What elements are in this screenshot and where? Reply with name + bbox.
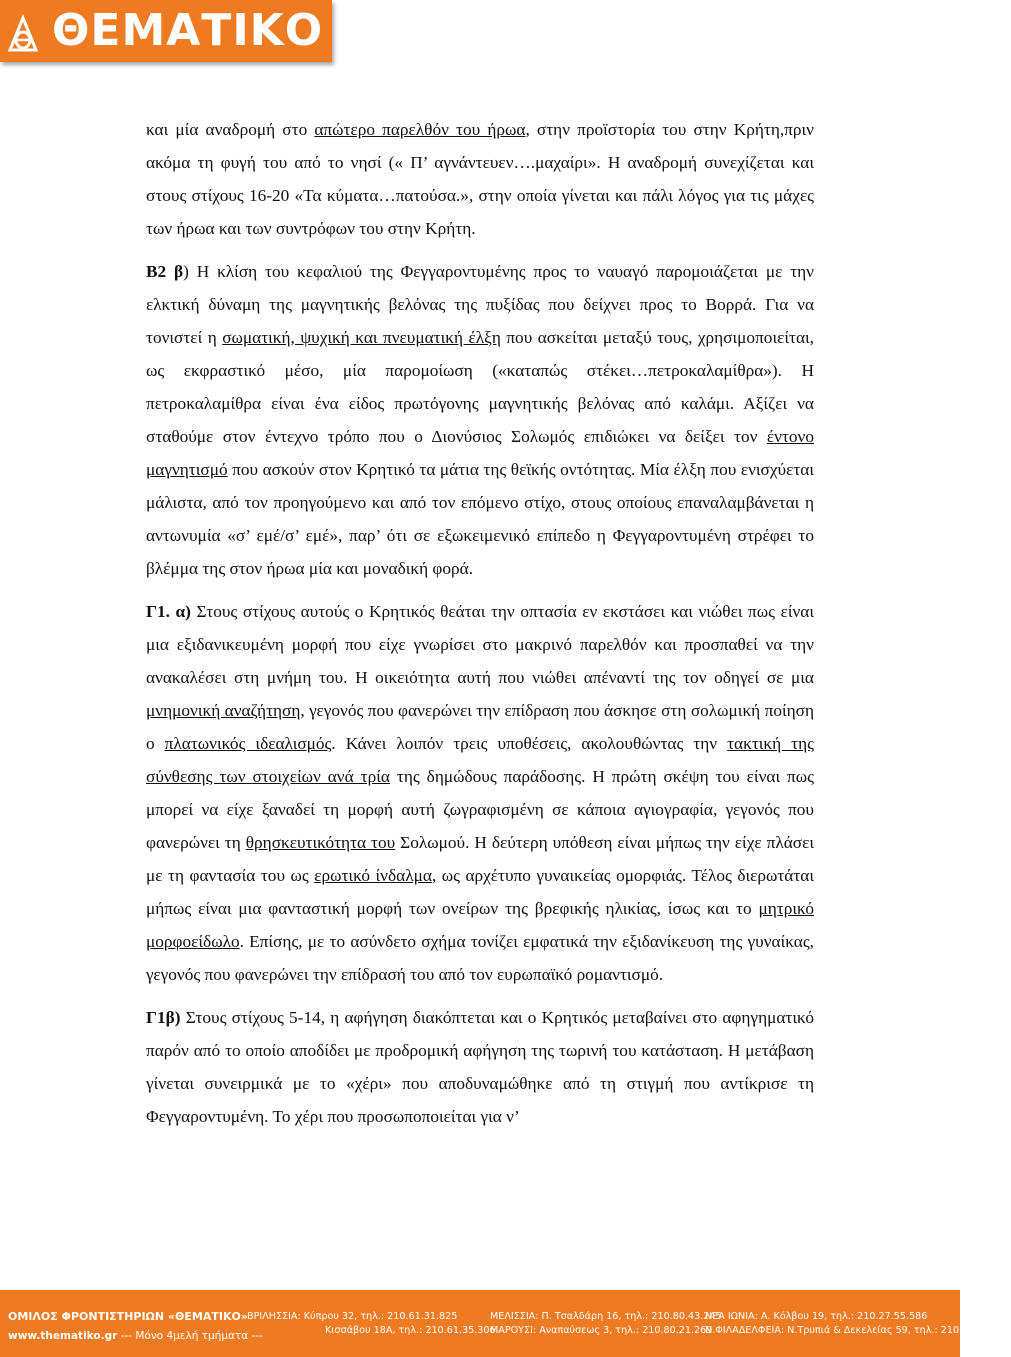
text-run: ) Η κλίση του κεφαλιού της Φεγγαροντυμένης προς το ναυαγό παρομοιάζεται με την ελκτική δύναμη της μαγνητικής βελόνας της πυξίδας που δείχνει προς το Βορρά. Για να τονιστεί η: [146, 262, 815, 347]
footer-location-line: Κισσάβου 18Α, τηλ.: 210.61.35.306: [325, 1325, 496, 1336]
underlined-phrase: μνημονική αναζήτηση: [146, 701, 301, 720]
section-label: Γ1β): [146, 1008, 181, 1027]
paragraph: [146, 1001, 814, 1133]
footer-location-line: Ν.ΦΙΛΑΔΕΛΦΕΙΑ: Ν.Τρυπιά & Δεκελείας 59, τηλ.: 210.25.82.230: [705, 1325, 1011, 1336]
text-run: και μία αναδρομή στο: [146, 120, 315, 139]
footer-website: www.thematiko.gr: [8, 1330, 118, 1342]
text-run: Στους στίχους 5-14, η αφήγηση διακόπτεται και ο Κρητικός μεταβαίνει στο αφηγηματικό παρόν από το οποίο αποδίδει με προδρομική αφήγηση της τωρινή του κατάσταση. Η μετάβαση γίνεται συνειρμικά με το «χέρι» που αποδυναμώθηκε από τη στιγμή που αντίκρισε τη Φεγγαροντυμένη. Το χέρι που προσωποποιείται για ν’: [146, 1008, 814, 1126]
page-footer: [0, 1290, 1011, 1357]
paragraph-gap: [146, 245, 814, 255]
text-run: της δημώδους παράδοσης. Η πρώτη σκέψη του είναι πως μπορεί να είχε ξαναδεί τη μορφή αυτή ζωγραφισμένη σε κάποια αγιογραφία, γεγονός που φανερώνει τη: [146, 767, 815, 852]
theta-logo-icon: [6, 14, 40, 54]
paragraph: [146, 255, 814, 585]
page-header: [0, 0, 960, 62]
paragraph-gap: [146, 585, 814, 595]
text-run: , ως αρχέτυπο γυναικείας ομορφιάς. Τέλος διερωτάται μήπως είναι μια φανταστική μορφή των ονείρων της βρεφικής ηλικίας, ίσως και το: [146, 866, 815, 918]
footer-slogan: --- Μόνο 4μελή τμήματα ---: [120, 1330, 263, 1342]
footer-location-line: ΜΕΛΙΣΣΙΑ: Π. Τσαλδάρη 16, τηλ.: 210.80.43.245: [490, 1311, 722, 1322]
footer-location: [247, 1310, 496, 1338]
footer-location-line: ΒΡΙΛΗΣΣΙΑ: Κύπρου 32, τηλ.: 210.61.31.825: [247, 1311, 458, 1322]
section-label: Γ1. α): [146, 602, 191, 621]
underlined-phrase: ερωτικό ίνδαλμα: [314, 866, 432, 885]
text-run: που ασκείται μεταξύ τους, χρησιμοποιείται, ως εκφραστικό μέσο, μία παρομοίωση («καταπώς στέκει…πετροκαλαμίθρα»). Η πετροκαλαμίθρα είναι ένα είδος πρωτόγονης μαγνητικής βελόνας από καλάμι. Αξίζει να σταθούμε στον έντεχνο τρόπο που ο Διονύσιος Σολωμός επιδιώκει να δείξει τον: [146, 328, 814, 446]
brand-logo: [0, 0, 332, 62]
underlined-phrase: μητρικό μορφοείδωλο: [146, 899, 814, 951]
text-run: , στην προϊστορία του στην Κρήτη,πριν ακόμα τη φυγή του από το νησί (« Π’ αγνάντευεν….μαχαίρι». Η αναδρομή συνεχίζεται και στους στίχους 16-20 «Τα κύματα…πατούσα.», στην οποία γίνεται και πάλι λόγος για τις μάχες των ήρωα και των συντρόφων του στην Κρήτη.: [146, 120, 814, 238]
document-body: [146, 113, 814, 1133]
text-run: . Κάνει λοιπόν τρεις υποθέσεις, ακολουθώντας την: [331, 734, 728, 753]
underlined-phrase: έντονο μαγνητισμό: [146, 427, 814, 479]
text-run: , γεγονός που φανερώνει την επίδραση που άσκησε στη σολωμική ποίηση ο: [146, 701, 815, 753]
paragraph: [146, 113, 814, 245]
paragraph-gap: [146, 991, 814, 1001]
footer-location: [490, 1310, 722, 1338]
underlined-phrase: πλατωνικός ιδεαλισμός: [164, 734, 332, 753]
footer-brand: ΟΜΙΛΟΣ ΦΡΟΝΤΙΣΤΗΡΙΩΝ «ΘΕΜΑΤΙΚΟ»: [8, 1310, 248, 1323]
underlined-phrase: τακτική της σύνθεσης των στοιχείων ανά τρία: [146, 734, 814, 786]
footer-location-line: ΝΕΑ ΙΩΝΙΑ: Α. Κόλβου 19, τηλ.: 210.27.55.586: [705, 1311, 928, 1322]
text-run: . Επίσης, με το ασύνδετο σχήμα τονίζει εμφατικά την εξιδανίκευση της γυναίκας, γεγονός που φανερώνει την επίδρασή του από τον ευρωπαϊκό ρομαντισμό.: [146, 932, 814, 984]
underlined-phrase: απώτερο παρελθόν του ήρωα: [314, 120, 526, 139]
underlined-phrase: σωματική, ψυχική και πνευματική έλξη: [222, 328, 501, 347]
text-run: που ασκούν στον Κρητικό τα μάτια της θεϊκής οντότητας. Μία έλξη που ενισχύεται μάλιστα, από τον προηγούμενο και από τον επόμενο στίχο, στους οποίους επαναλαμβάνεται η αντωνυμία «σ’ εμέ/σ’ εμέ», παρ’ ότι σε εξωκειμενικό επίπεδο η Φεγγαροντυμένη στρέφει το βλέμμα της στον ήρωα μία και μοναδική φορά.: [146, 460, 814, 578]
text-run: Σολωμού. Η δεύτερη υπόθεση είναι μήπως την είχε πλάσει με τη φαντασία του ως: [146, 833, 814, 885]
footer-location-line: ΜΑΡΟΥΣΙ: Αναπαύσεως 3, τηλ.: 210.80.21.269: [490, 1325, 713, 1336]
logo-text: ΘΕΜΑΤΙΚΟ: [52, 5, 324, 56]
underlined-phrase: θρησκευτικότητα του: [245, 833, 396, 852]
text-run: Στους στίχους αυτούς ο Κρητικός θεάται την οπτασία εν εκστάσει και νιώθει πως είναι μια εξιδανικευμένη μορφή που είχε γνωρίσει στο μακρινό παρελθόν και προσπαθεί να την ανακαλέσει στη μνήμη του. Η οικειότητα αυτή που νιώθει απέναντί της τον οδηγεί σε μια: [146, 602, 814, 687]
footer-web: [8, 1330, 263, 1342]
footer-location: [705, 1310, 1011, 1338]
paragraph: [146, 595, 814, 991]
section-label: Β2 β: [146, 262, 184, 281]
